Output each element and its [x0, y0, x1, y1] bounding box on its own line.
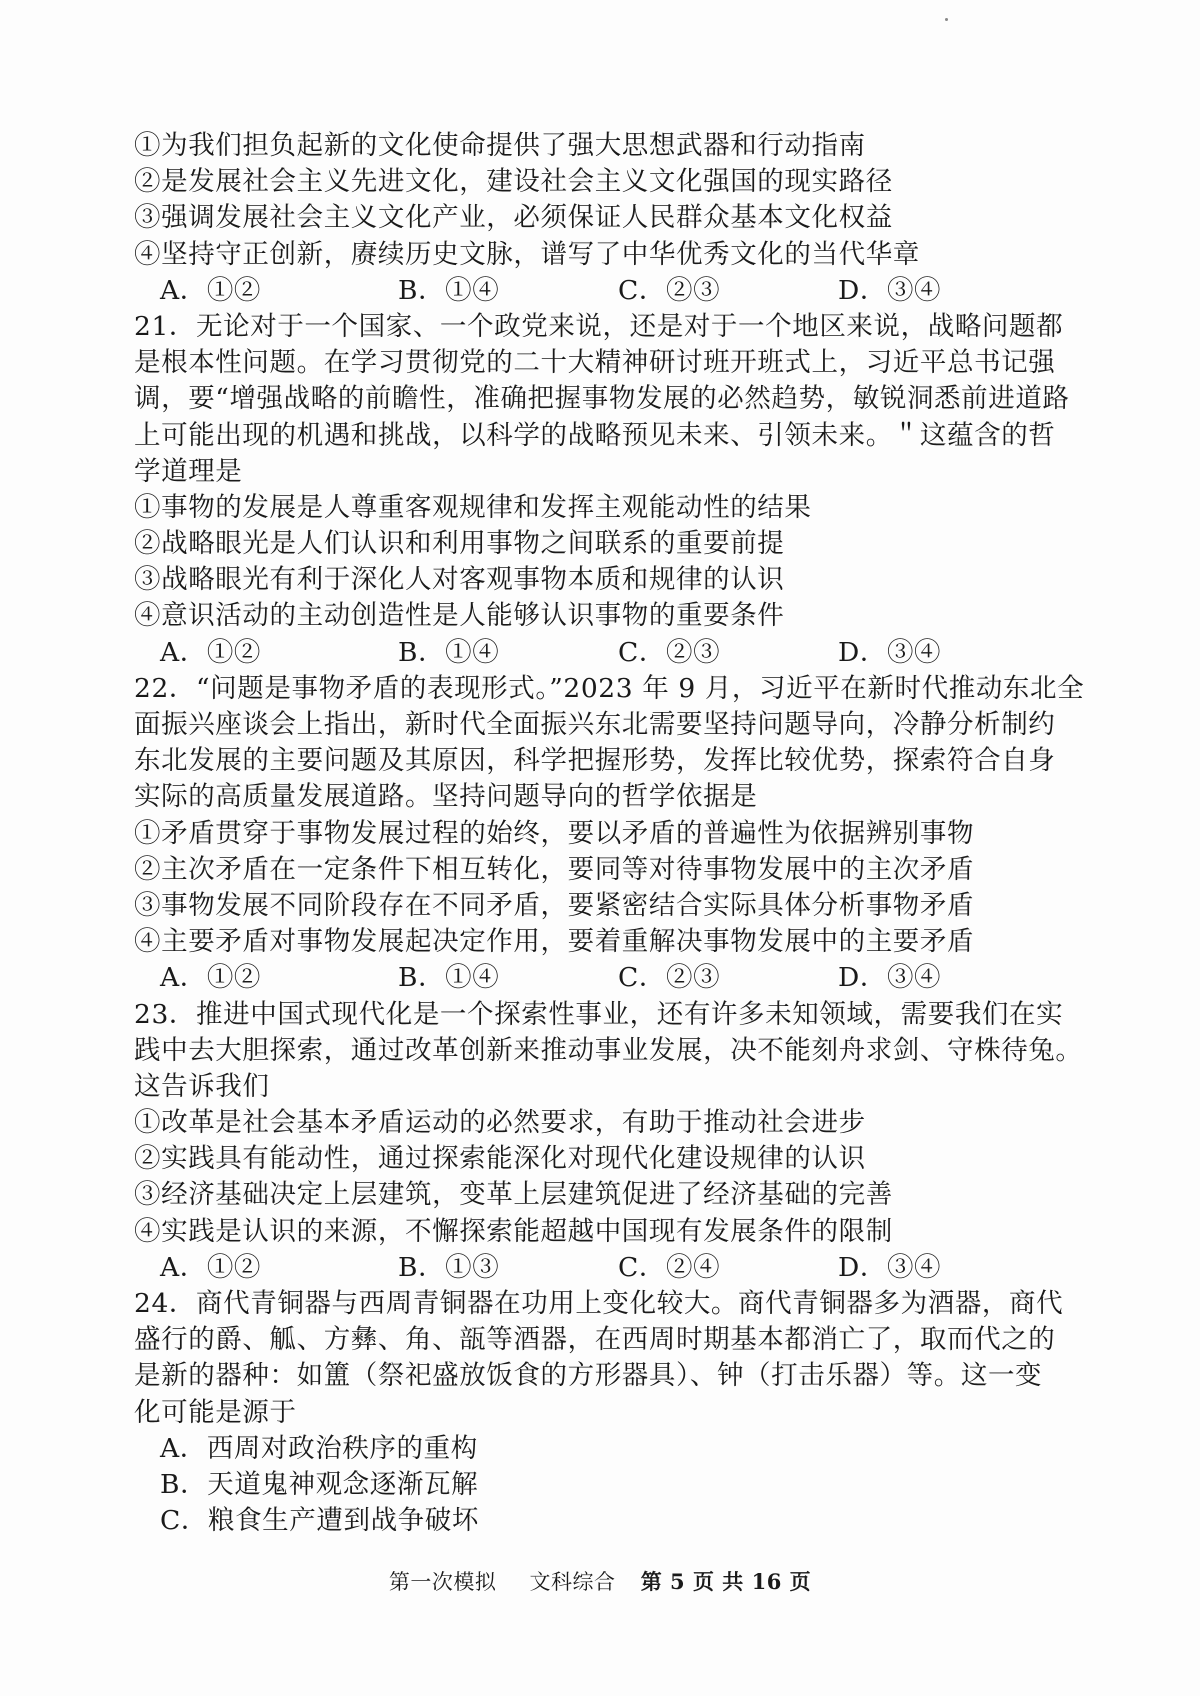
- q21-stem-line: 21．无论对于一个国家、一个政党来说，还是对于一个地区来说，战略问题都: [134, 310, 1064, 342]
- q20-option-4: ④坚持守正创新，赓续历史文脉，谱写了中华优秀文化的当代华章: [134, 238, 920, 270]
- footer-subject: 文科综合: [529, 1570, 616, 1594]
- q24-stem-line: 是新的器种：如簠（祭祀盛放饭食的方形器具）、钟（打击乐器）等。这一变: [134, 1360, 1043, 1392]
- q20-option-3: ③强调发展社会主义文化产业，必须保证人民群众基本文化权益: [134, 202, 893, 234]
- q22-stem-line: 东北发展的主要问题及其原因，科学把握形势，发挥比较优势，探索符合自身: [134, 745, 1056, 777]
- q23-stem: [134, 997, 1094, 1106]
- footer-exam-name: 第一次模拟: [388, 1570, 497, 1594]
- q24-stem-line: 盛行的爵、觚、方彝、角、瓿等酒器，在西周时期基本都消亡了，取而代之的: [134, 1324, 1056, 1356]
- q23-answer-b: B．①③: [398, 1251, 500, 1283]
- q23-answer-c: C．②④: [618, 1251, 721, 1283]
- page-content: [134, 128, 1094, 1539]
- q21-stem-line: 学道理是: [134, 455, 243, 487]
- q22-option-4: ④主要矛盾对事物发展起决定作用，要着重解决事物发展中的主要矛盾: [134, 926, 975, 958]
- q21-answer-c: C．②③: [618, 636, 721, 668]
- q22-answer-d: D．③④: [838, 962, 942, 994]
- q21-option-4: ④意识活动的主动创造性是人能够认识事物的重要条件: [134, 600, 785, 632]
- q24-stem-line: 24．商代青铜器与西周青铜器在功用上变化较大。商代青铜器多为酒器，商代: [134, 1288, 1064, 1319]
- q21-stem-line: 上可能出现的机遇和挑战，以科学的战略预见未来、引领未来。＂这蕴含的哲: [134, 419, 1056, 451]
- q22-answer-row: [134, 960, 1094, 996]
- q23-option-1: ①改革是社会基本矛盾运动的必然要求，有助于推动社会进步: [134, 1107, 866, 1139]
- q20-answer-d: D．③④: [838, 274, 942, 306]
- q24-stem-line: 化可能是源于: [134, 1396, 297, 1428]
- q24-stem: [134, 1286, 1094, 1431]
- q22-stem-line: 22．“问题是事物矛盾的表现形式。”2023 年 9 月，习近平在新时代推动东北全: [134, 672, 1085, 704]
- q21-option-3: ③战略眼光有利于深化人对客观事物本质和规律的认识: [134, 564, 785, 596]
- q22-stem: [134, 671, 1094, 816]
- scan-speck: [945, 18, 948, 21]
- q24-choice-c: C．粮食生产遭到战争破坏: [160, 1505, 479, 1537]
- q22-stem-line: 实际的高质量发展道路。坚持问题导向的哲学依据是: [134, 781, 758, 813]
- q23-answer-row: [134, 1250, 1094, 1286]
- q20-answer-c: C．②③: [618, 274, 721, 306]
- q23-option-4: ④实践是认识的来源，不懈探索能超越中国现有发展条件的限制: [134, 1215, 893, 1247]
- q22-option-2: ②主次矛盾在一定条件下相互转化，要同等对待事物发展中的主次矛盾: [134, 853, 975, 885]
- q22-option-3: ③事物发展不同阶段存在不同矛盾，要紧密结合实际具体分析事物矛盾: [134, 889, 975, 921]
- q21-option-1: ①事物的发展是人尊重客观规律和发挥主观能动性的结果: [134, 491, 812, 523]
- q20-answer-a: A．①②: [160, 274, 262, 306]
- q23-stem-line: 践中去大胆探索，通过改革创新来推动事业发展，决不能刻舟求剑、守株待兔。: [134, 1034, 1083, 1066]
- q24-choice-a: A．西周对政治秩序的重构: [160, 1432, 478, 1464]
- q21-stem-line: 是根本性问题。在学习贯彻党的二十大精神研讨班开班式上，习近平总书记强: [134, 347, 1056, 379]
- q23-answer-d: D．③④: [838, 1251, 942, 1283]
- q23-option-2: ②实践具有能动性，通过探索能深化对现代化建设规律的认识: [134, 1143, 866, 1175]
- q22-stem-line: 面振兴座谈会上指出，新时代全面振兴东北需要坚持问题导向，冷静分析制约: [134, 709, 1056, 740]
- q21-answer-a: A．①②: [160, 636, 262, 668]
- q20-answer-row: [134, 273, 1094, 309]
- q23-stem-line: 23．推进中国式现代化是一个探索性事业，还有许多未知领域，需要我们在实: [134, 998, 1064, 1030]
- q23-answer-a: A．①②: [160, 1251, 262, 1283]
- q20-option-1: ①为我们担负起新的文化使命提供了强大思想武器和行动指南: [134, 130, 866, 161]
- q23-option-3: ③经济基础决定上层建筑，变革上层建筑促进了经济基础的完善: [134, 1179, 893, 1211]
- q22-answer-c: C．②③: [618, 962, 721, 994]
- q21-answer-d: D．③④: [838, 636, 942, 668]
- footer-page-number: 第 5 页 共 16 页: [640, 1569, 812, 1594]
- q21-stem: [134, 309, 1094, 490]
- q24-choice-b: B．天道鬼神观念逐渐瓦解: [160, 1468, 479, 1500]
- page-footer: [0, 1566, 1200, 1596]
- q22-option-1: ①矛盾贯穿于事物发展过程的始终，要以矛盾的普遍性为依据辨别事物: [134, 817, 975, 849]
- q22-answer-b: B．①④: [398, 962, 500, 994]
- q20-answer-b: B．①④: [398, 274, 500, 306]
- question-20-options: [134, 128, 1094, 273]
- q20-option-2: ②是发展社会主义先进文化，建设社会主义文化强国的现实路径: [134, 166, 893, 198]
- q21-stem-line: 调，要“增强战略的前瞻性，准确把握事物发展的必然趋势，敏锐洞悉前进道路: [134, 383, 1070, 415]
- q23-stem-line: 这告诉我们: [134, 1070, 270, 1102]
- q21-answer-row: [134, 635, 1094, 671]
- q22-answer-a: A．①②: [160, 962, 262, 994]
- q21-answer-b: B．①④: [398, 636, 500, 668]
- q21-option-2: ②战略眼光是人们认识和利用事物之间联系的重要前提: [134, 528, 785, 560]
